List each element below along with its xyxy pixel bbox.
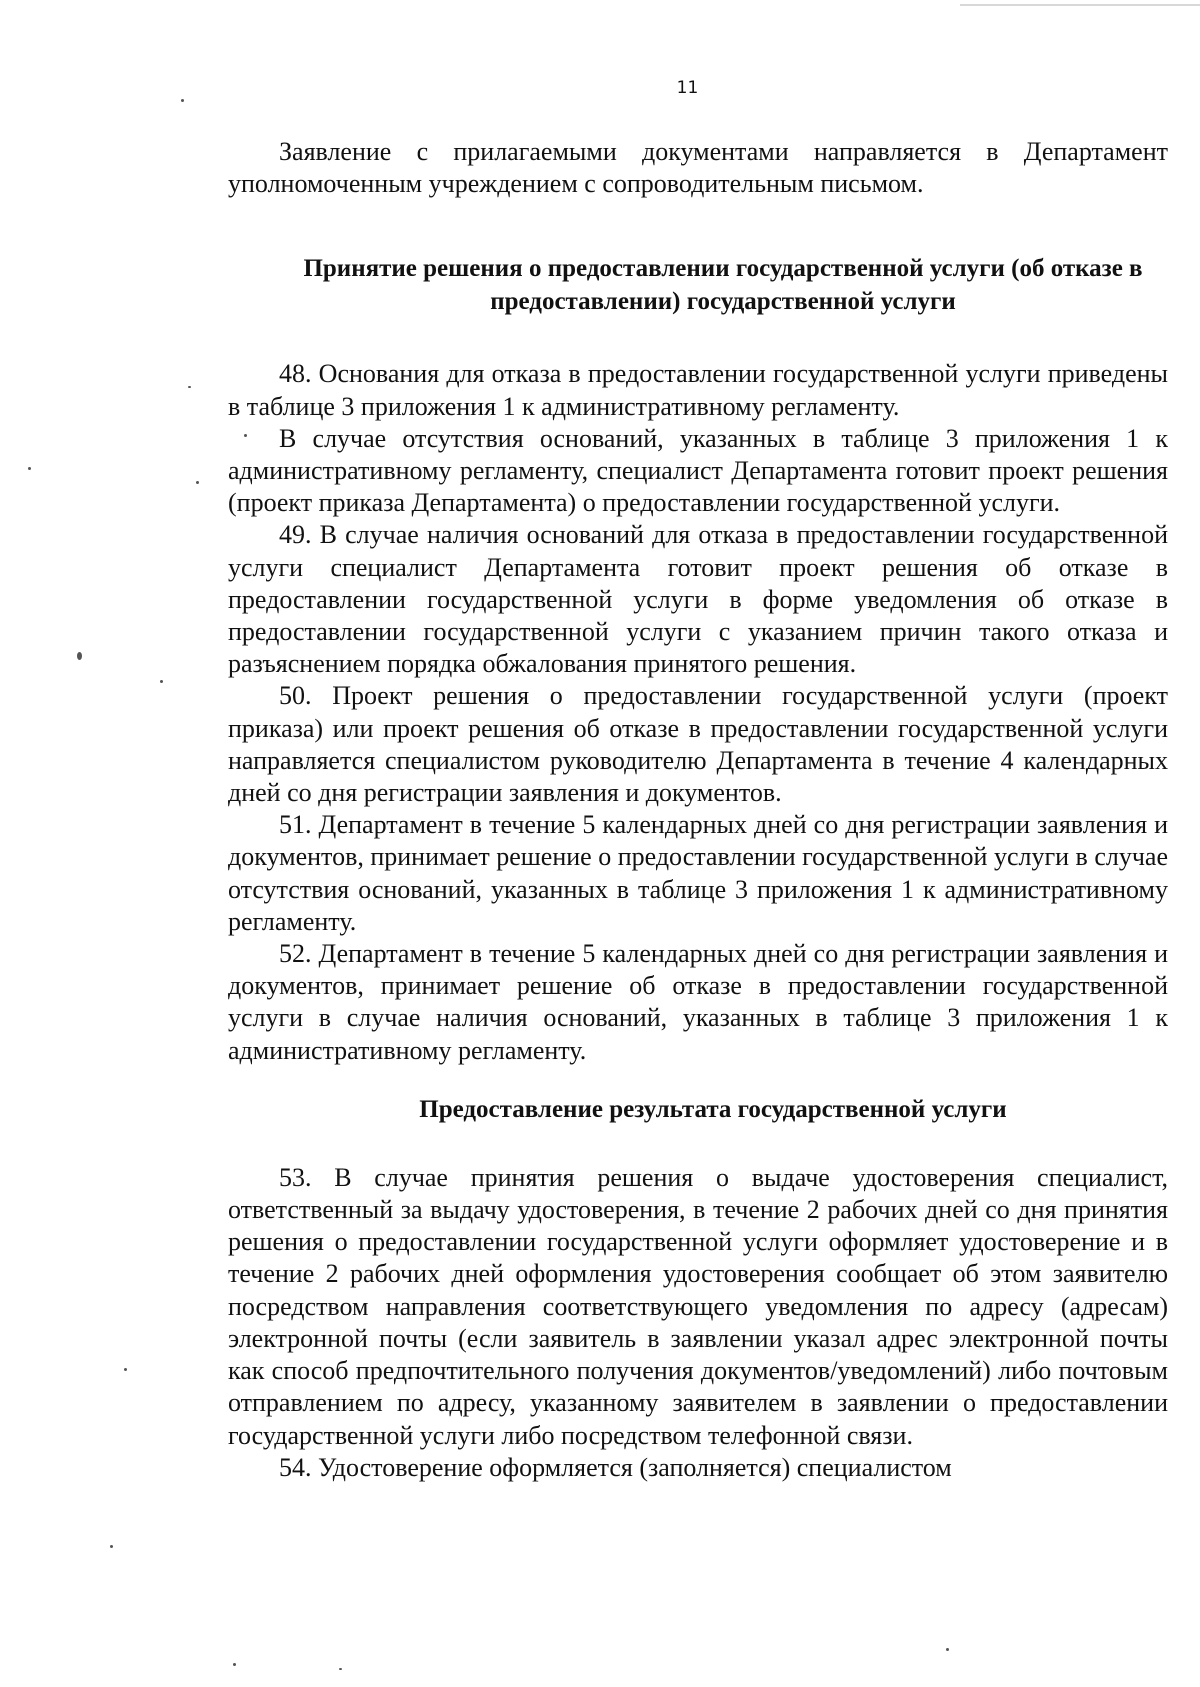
section-heading-result-wrapper (228, 1093, 1168, 1126)
paragraph-50: 50. Проект решения о предоставлении государственной услуги (проект приказа) или проект решения об отказе в предоставлении государственной услуги направляется специалистом руководителю Департамента в течение 4 календарных дней со дня регистрации заявления и документов. (228, 681, 1168, 808)
paragraph-48: 48. Основания для отказа в предоставлении государственной услуги приведены в таблице 3 приложения 1 к административному регламенту. (228, 359, 1168, 421)
paragraph-54: 54. Удостоверение оформляется (заполняется) специалистом (279, 1452, 952, 1482)
scan-speck (946, 1648, 949, 1651)
page-number: 11 (676, 78, 699, 98)
scan-speck (196, 481, 199, 484)
scan-speck (244, 434, 247, 437)
paragraph-48-continued: В случае отсутствия оснований, указанных в таблице 3 приложения 1 к административному регламенту, специалист Департамента готовит проект решения (проект приказа Департамента) о предоставлении государственной услуги. (228, 423, 1168, 518)
scan-artifact-line (960, 4, 1200, 6)
scan-speck (188, 386, 191, 388)
paragraph-52: 52. Департамент в течение 5 календарных дней со дня регистрации заявления и документов, принимает решение об отказе в предоставлении государственной услуги в случае наличия оснований, указанных в таблице 3 приложения 1 к административному регламенту. (228, 939, 1168, 1065)
scan-speck (110, 1545, 113, 1548)
paragraph-intro: Заявление с прилагаемыми документами направляется в Департамент уполномоченным учреждением с сопроводительным письмом. (228, 137, 1168, 199)
section-heading-decision: Принятие решения о предоставлении государственной услуги (об отказе в предоставлении) государственной услуги (303, 255, 1143, 316)
section-heading-decision-wrapper (228, 252, 1168, 318)
scan-speck (339, 1668, 342, 1670)
scan-speck (181, 99, 184, 102)
document-body (228, 136, 1168, 1484)
scan-speck (77, 652, 82, 660)
paragraph-53: 53. В случае принятия решения о выдаче удостоверения специалист, ответственный за выдачу удостоверения, в течение 2 рабочих дней со дня принятия решения о предоставлении государственной услуги оформляет удостоверение и в течение 2 рабочих дней оформления удостоверения сообщает об этом заявителю посредством направления соответствующего уведомления по адресу (адресам) электронной почты (если заявитель в заявлении указал адрес электронной почты как способ предпочтительного получения документов/уведомлений) либо почтовым отправлением по адресу, указанному заявителем в заявлении о предоставлении государственной услуги либо посредством телефонной связи. (228, 1162, 1168, 1450)
section-heading-result: Предоставление результата государственной услуги (419, 1095, 1007, 1123)
scan-speck (160, 680, 163, 683)
paragraph-51: 51. Департамент в течение 5 календарных дней со дня регистрации заявления и документов, принимает решение о предоставлении государственной услуги в случае отсутствия оснований, указанных в таблице 3 приложения 1 к административному регламенту. (228, 810, 1168, 936)
paragraph-49: 49. В случае наличия оснований для отказа в предоставлении государственной услуги специалист Департамента готовит проект решения об отказе в предоставлении государственной услуги в форме уведомления об отказе в предоставлении государственной услуги с указанием причин такого отказа и разъяснением порядка обжалования принятого решения. (228, 520, 1168, 679)
scan-speck (28, 467, 31, 470)
scan-speck (124, 1368, 127, 1371)
scan-speck (233, 1663, 236, 1666)
